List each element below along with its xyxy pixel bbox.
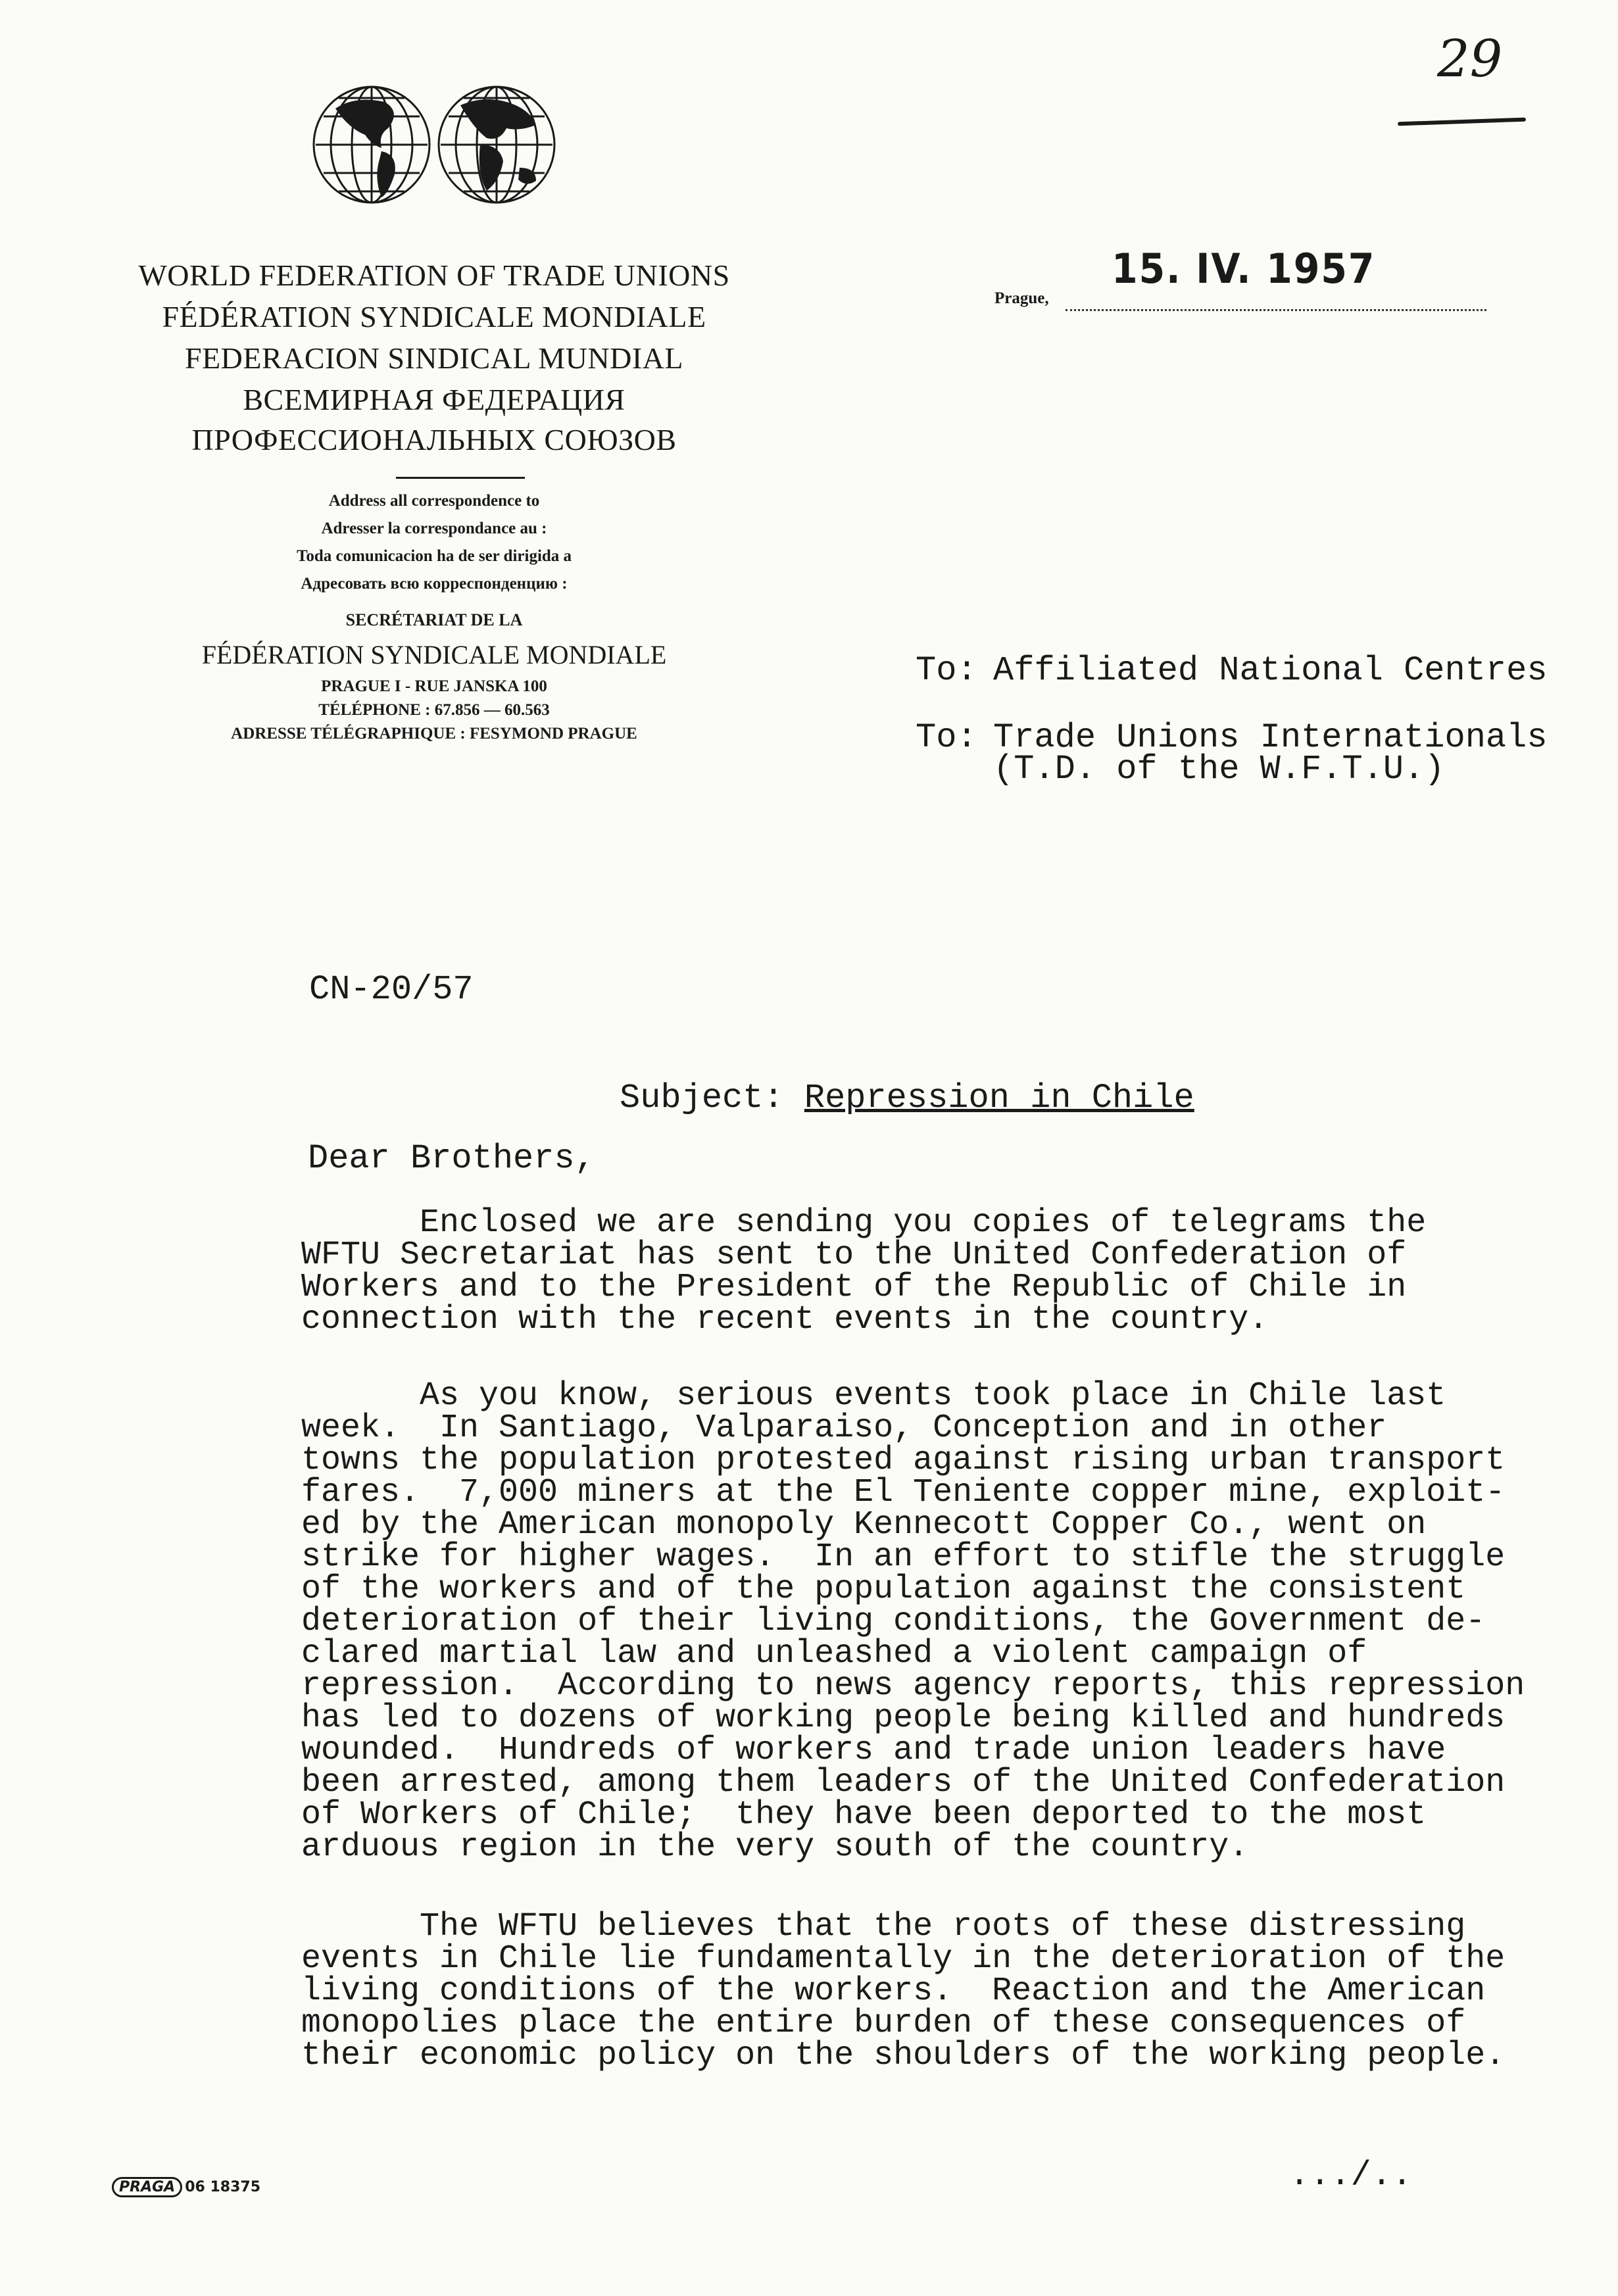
- page-number: 29: [1437, 30, 1503, 89]
- address-telephone: TÉLÉPHONE : 67.856 — 60.563: [318, 701, 550, 719]
- recipient-2-prefix: To:: [916, 718, 977, 757]
- address-intro-ru: Адресовать всю корреспонденцию :: [301, 575, 568, 593]
- letterhead-divider: [396, 477, 525, 479]
- footer-print-code: [112, 2177, 260, 2197]
- reference-number: CN-20/57: [309, 970, 474, 1009]
- address-intro-es: Toda comunicacion ha de ser dirigida a: [296, 547, 572, 565]
- body-paragraph-3: The WFTU believes that the roots of these distressing events in Chile lie fundamentally in the deterioration of the living conditions of the workers. Reaction and the American monopolies place the entire burden of these consequences of their economic policy on the shoulders of the working people.: [301, 1908, 1506, 2074]
- salutation: Dear Brothers,: [308, 1139, 595, 1178]
- subject-line: [620, 1079, 1194, 1117]
- body-paragraph-1: Enclosed we are sending you copies of telegrams the WFTU Secretariat has sent to the United Confederation of Workers and to the President of the Republic of Chile in connection with the recent events in the country.: [301, 1204, 1427, 1338]
- org-name-fr: FÉDÉRATION SYNDICALE MONDIALE: [162, 300, 706, 333]
- address-intro-fr: Adresser la correspondance au :: [321, 520, 547, 537]
- recipient-1-prefix: To:: [916, 651, 977, 690]
- org-name-ru-1: ВСЕМИРНАЯ ФЕДЕРАЦИЯ: [243, 383, 625, 416]
- org-name-ru-2: ПРОФЕССИОНАЛЬНЫХ СОЮЗОВ: [191, 423, 677, 456]
- org-name-en: WORLD FEDERATION OF TRADE UNIONS: [138, 258, 730, 292]
- address-telegraph: ADRESSE TÉLÉGRAPHIQUE : FESYMOND PRAGUE: [231, 725, 637, 743]
- date-stamp: 15. IV. 1957: [1112, 245, 1376, 293]
- recipient-2-line-1: Trade Unions Internationals: [993, 718, 1548, 757]
- subject-label: Subject:: [620, 1079, 784, 1117]
- subject-value: Repression in Chile: [804, 1079, 1194, 1117]
- printer-badge: PRAGA: [112, 2177, 182, 2197]
- recipient-1-line-1: Affiliated National Centres: [993, 651, 1548, 690]
- body-paragraph-2: As you know, serious events took place in Chile last week. In Santiago, Valparaiso, Conception and in other towns the population protested against rising urban transport fares. 7,000 miners at the El Teniente copper mine, exploit- ed by the American monopoly Kennecott Copper Co., went on strike for higher wages. In an effort to stifle the struggle of the workers and of the population against the consistent deterioration of their living conditions, the Government de- clared martial law and unleashed a violent campaign of repression. According to news agency reports, this repression has led to dozens of working people being killed and hundreds wounded. Hundreds of workers and trade union leaders have been arrested, among them leaders of the United Confederation of Workers of Chile; they have been deported to the most arduous region in the very south of the country.: [301, 1377, 1525, 1866]
- wftu-globe-logo: [309, 82, 559, 207]
- date-dotted-line: [1066, 309, 1486, 311]
- continued-marker: .../..: [1289, 2156, 1413, 2195]
- place-label: Prague,: [994, 289, 1049, 307]
- secretariat-label: SECRÉTARIAT DE LA: [345, 610, 523, 629]
- address-street: PRAGUE I - RUE JANSKA 100: [321, 677, 547, 695]
- footer-code-number: 06 18375: [185, 2179, 260, 2195]
- recipient-2-line-2: (T.D. of the W.F.T.U.): [993, 750, 1445, 789]
- address-intro-en: Address all correspondence to: [328, 492, 540, 510]
- page-number-underline: [1398, 118, 1526, 126]
- secretariat-org: FÉDÉRATION SYNDICALE MONDIALE: [201, 640, 667, 670]
- org-name-es: FEDERACION SINDICAL MUNDIAL: [185, 341, 683, 375]
